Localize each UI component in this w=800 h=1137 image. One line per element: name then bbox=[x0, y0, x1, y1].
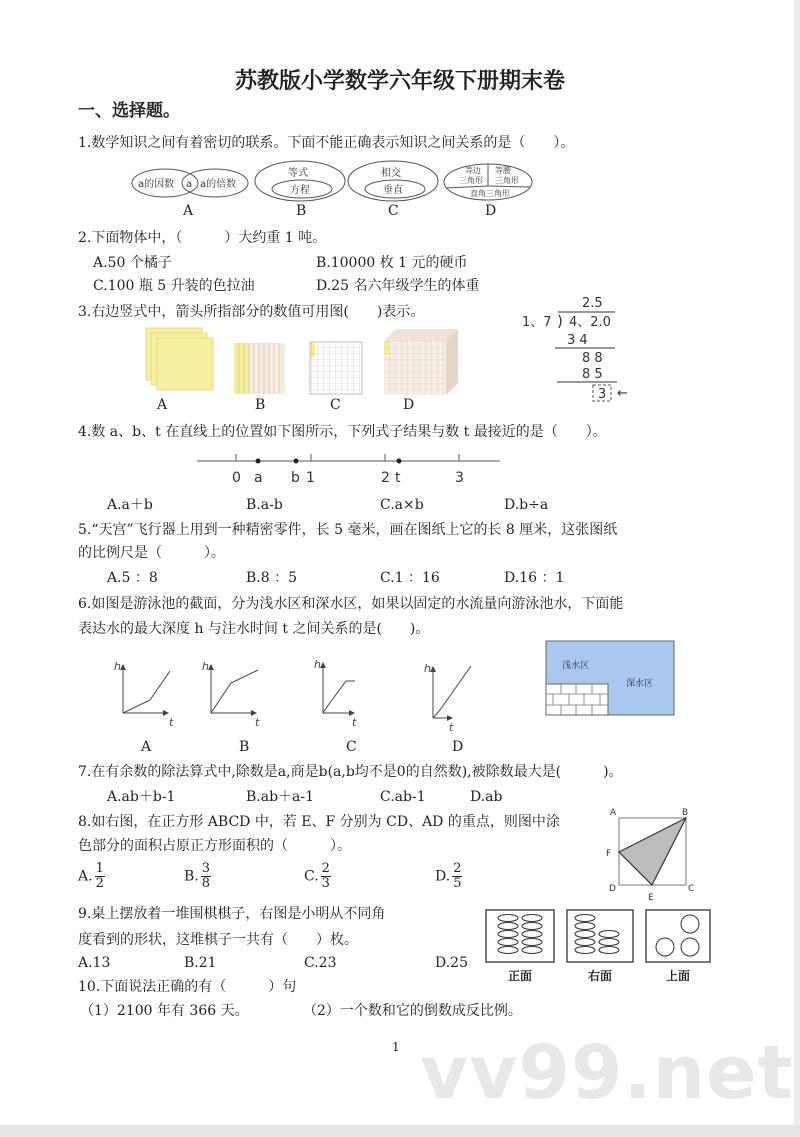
q5-option-b: B.8 ：5 bbox=[246, 570, 298, 586]
q1a-right: a的倍数 bbox=[200, 179, 237, 190]
point-c: C bbox=[688, 884, 695, 894]
point-a: A bbox=[610, 808, 617, 818]
q1d-part1-line2: 三角形 bbox=[459, 176, 483, 185]
q6-label-c: C bbox=[346, 739, 357, 755]
q8-option-c: C. $\frac{2}{3}$ bbox=[304, 861, 330, 891]
point-d: D bbox=[609, 884, 616, 894]
division-row-3: 8 5 bbox=[582, 367, 603, 382]
watermark: vv99.net bbox=[420, 1030, 794, 1116]
q1-label-d: D bbox=[485, 203, 497, 219]
q1c-outer: 相交 bbox=[381, 168, 401, 179]
tick-3: 3 bbox=[455, 470, 464, 486]
q1-label-c: C bbox=[388, 203, 399, 219]
q4-option-b: B.a-b bbox=[246, 497, 283, 513]
view-front-label: 正面 bbox=[508, 969, 533, 983]
q1-label-a: A bbox=[183, 203, 194, 219]
q1-label-b: B bbox=[296, 203, 307, 219]
q8-option-b: B. $\frac{3}{8}$ bbox=[184, 861, 211, 891]
q1-text: 1.数学知识之间有着密切的联系。下面不能正确表示知识之间关系的是（ ）。 bbox=[78, 135, 575, 151]
page-number: 1 bbox=[392, 1040, 400, 1054]
q10-statement-1: （1）2100 年有 366 天。 bbox=[80, 1003, 249, 1019]
q1b-outer: 等式 bbox=[288, 168, 308, 179]
q6-label-a: A bbox=[141, 739, 152, 755]
q10-statement-2: （2）一个数和它的倒数成反比例。 bbox=[303, 1003, 522, 1019]
division-divisor: 1、7 bbox=[522, 315, 552, 330]
tick-a: a bbox=[254, 470, 263, 486]
q1d-part3: 直角三角形 bbox=[470, 189, 510, 198]
graph-d-x-label: t bbox=[449, 721, 454, 734]
q9-option-c: C.23 bbox=[304, 955, 337, 971]
page-title: 苏教版小学数学六年级下册期末卷 bbox=[234, 69, 565, 94]
division-quotient: 2.5 bbox=[582, 296, 603, 311]
q1d-part2-line2: 三角形 bbox=[495, 176, 519, 185]
q8-text-2: 色部分的面积占原正方形面积的（ ）。 bbox=[78, 838, 351, 854]
svg-text:): ) bbox=[557, 312, 563, 330]
q8-option-d: D. $\frac{2}{5}$ bbox=[435, 861, 462, 891]
q7-text: 7.在有余数的除法算式中,除数是a,商是b(a,b均不是0的自然数),被除数最大是( )。 bbox=[78, 764, 623, 780]
pool-deep-label: 深水区 bbox=[626, 679, 654, 689]
graph-b-y-label: h bbox=[202, 660, 209, 673]
q10-text: 10.下面说法正确的有（ ）句 bbox=[78, 979, 297, 995]
point-e: E bbox=[648, 893, 654, 903]
q5-option-c: C.1 ：16 bbox=[380, 570, 440, 586]
q7-option-c: C.ab-1 bbox=[380, 789, 426, 805]
q1d-part1-line1: 等边 bbox=[465, 166, 481, 175]
graph-c-y-label: h bbox=[314, 658, 321, 671]
section-heading: 一、选择题。 bbox=[78, 101, 180, 121]
q2-text: 2.下面物体中，（ ）大约重 1 吨。 bbox=[78, 230, 327, 246]
q3-label-c: C bbox=[330, 397, 341, 413]
q8-option-a: A. $\frac{1}{2}$ bbox=[78, 861, 104, 891]
point-b: B bbox=[682, 808, 689, 818]
view-right-label: 右面 bbox=[588, 969, 613, 983]
view-top-label: 上面 bbox=[666, 969, 691, 983]
q4-option-a: A.a＋b bbox=[107, 497, 153, 513]
q4-text: 4.数 a、b、t 在直线上的位置如下图所示，下列式子结果与数 t 最接近的是（ ）。 bbox=[78, 424, 607, 440]
tick-b: b bbox=[291, 470, 300, 486]
q9-option-a: A.13 bbox=[78, 955, 111, 971]
division-row-1: 3 4 bbox=[567, 333, 588, 348]
q3-text: 3.右边竖式中，箭头所指部分的数值可用图( )表示。 bbox=[78, 304, 425, 320]
q1b-inner: 方程 bbox=[290, 185, 310, 196]
q9-text-2: 度看到的形状，这堆棋子一共有（ ）枚。 bbox=[78, 932, 358, 948]
q7-option-b: B.ab＋a-1 bbox=[246, 789, 315, 805]
tick-t: t bbox=[395, 470, 401, 486]
q6-text-1: 6.如图是游泳池的截面，分为浅水区和深水区，如果以固定的水流量向游泳池水，下面能 bbox=[78, 596, 624, 612]
division-remainder: 3 bbox=[598, 387, 607, 402]
pool-shallow-label: 浅水区 bbox=[562, 661, 590, 671]
q8-text-1: 8.如右图，在正方形 ABCD 中，若 E、F 分别为 CD、AD 的重点，则图中涂 bbox=[78, 814, 560, 830]
q9-text-1: 9.桌上摆放着一堆围棋棋子，右图是小明从不同角 bbox=[78, 906, 386, 922]
q5-option-d: D.16 ：1 bbox=[504, 570, 565, 586]
q2-option-a: A.50 个橘子 bbox=[93, 255, 172, 271]
q9-option-d: D.25 bbox=[435, 955, 468, 971]
q7-option-a: A.ab＋b-1 bbox=[107, 789, 176, 805]
graph-a-x-label: t bbox=[169, 716, 174, 729]
q2-option-c: C.100 瓶 5 升装的色拉油 bbox=[93, 278, 255, 294]
q9-option-b: B.21 bbox=[184, 955, 217, 971]
graph-c-x-label: t bbox=[352, 716, 357, 729]
q1c-inner: 垂直 bbox=[383, 185, 403, 196]
q1a-left: a的因数 bbox=[138, 179, 175, 190]
q5-text-2: 的比例尺是（ ）。 bbox=[78, 545, 225, 561]
q6-text-2: 表达水的最大深度 h 与注水时间 t 之间关系的是( )。 bbox=[78, 621, 430, 637]
graph-d-y-label: h bbox=[424, 662, 431, 675]
q3-label-b: B bbox=[255, 397, 266, 413]
q3-label-a: A bbox=[157, 397, 168, 413]
q1a-mid: a bbox=[186, 179, 193, 190]
q5-option-a: A.5 ：8 bbox=[107, 570, 158, 586]
division-dividend: 4、2.0 bbox=[569, 315, 611, 330]
q6-label-d: D bbox=[452, 739, 464, 755]
q2-option-d: D.25 名六年级学生的体重 bbox=[316, 278, 480, 294]
q7-option-d: D.ab bbox=[470, 789, 503, 805]
tick-0: 0 bbox=[232, 470, 241, 486]
q3-label-d: D bbox=[403, 397, 415, 413]
q4-option-d: D.b÷a bbox=[504, 497, 549, 513]
q1d-part2-line1: 等腰 bbox=[495, 166, 511, 175]
tick-2: 2 bbox=[381, 470, 390, 486]
q4-option-c: C.a×b bbox=[380, 497, 424, 513]
arrow-left-icon: ← bbox=[617, 386, 628, 401]
q5-text-1: 5.“天宫”飞行器上用到一种精密零件，长 5 毫米，画在图纸上它的长 8 厘米，这张图纸 bbox=[78, 522, 618, 538]
tick-1: 1 bbox=[306, 470, 315, 486]
graph-a-y-label: h bbox=[114, 660, 121, 673]
graph-b-x-label: t bbox=[255, 716, 260, 729]
q2-option-b: B.10000 枚 1 元的硬币 bbox=[316, 255, 468, 271]
division-row-2: 8 8 bbox=[582, 351, 603, 366]
q6-label-b: B bbox=[239, 739, 250, 755]
page-edge-bottom bbox=[0, 1125, 800, 1137]
point-f: F bbox=[606, 849, 612, 859]
